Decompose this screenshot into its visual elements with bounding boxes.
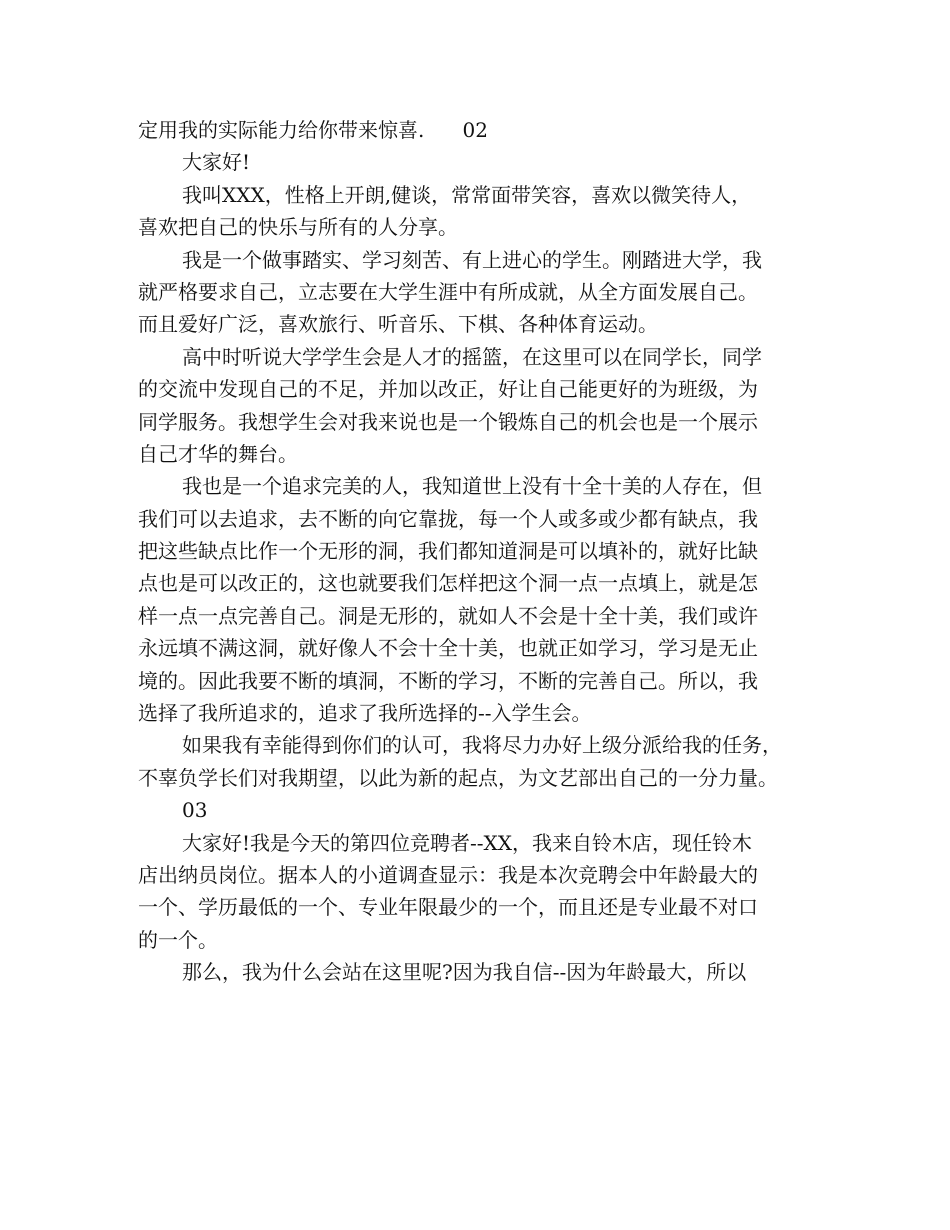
text-line-17: 永远填不满这洞，就好像人不会十全十美，也就正如学习，学习是无止 [138,636,758,661]
text-line-1: 定用我的实际能力给你带来惊喜. 02 [138,118,488,142]
text-line-14: 把这些缺点比作一个无形的洞，我们都知道洞是可以填补的，就好比缺 [138,539,758,564]
text-line-2: 大家好! [182,150,251,175]
text-line-21: 不辜负学长们对我期望，以此为新的起点，为文艺部出自己的一分力量。 [138,765,778,790]
text-line-3: 我叫XXX，性格上开朗,健谈，常常面带笑容，喜欢以微笑待人， [182,182,752,207]
text-line-23: 大家好!我是今天的第四位竞聘者--XX，我来自铃木店，现任铃木 [182,830,753,855]
text-line-20: 如果我有幸能得到你们的认可，我将尽力办好上级分派给我的任务， [182,733,782,758]
text-line-6: 就严格要求自己，立志要在大学生涯中有所成就，从全方面发展自己。 [138,279,758,304]
text-line-11: 自己才华的舞台。 [138,441,298,466]
text-line-5: 我是一个做事踏实、学习刻苦、有上进心的学生。刚踏进大学，我 [182,247,762,272]
text-line-9: 的交流中发现自己的不足，并加以改正，好让自己能更好的为班级，为 [138,377,758,402]
text-line-27: 那么，我为什么会站在这里呢?因为我自信--因为年龄最大，所以 [182,960,747,985]
text-line-10: 同学服务。我想学生会对我来说也是一个锻炼自己的机会也是一个展示 [138,409,758,434]
document-body [138,114,818,989]
text-line-25: 一个、学历最低的一个、专业年限最少的一个，而且还是专业最不对口 [138,895,758,920]
text-line-15: 点也是可以改正的，这也就要我们怎样把这个洞一点一点填上，就是怎 [138,571,758,596]
text-line-12: 我也是一个追求完美的人，我知道世上没有十全十美的人存在，但 [182,474,762,499]
text-line-4: 喜欢把自己的快乐与所有的人分享。 [138,215,458,240]
text-line-24: 店出纳员岗位。据本人的小道调查显示：我是本次竞聘会中年龄最大的 [138,862,758,887]
text-line-8: 高中时听说大学学生会是人才的摇篮，在这里可以在同学长，同学 [182,344,762,369]
text-line-7: 而且爱好广泛，喜欢旅行、听音乐、下棋、各种体育运动。 [138,312,658,337]
text-line-13: 我们可以去追求，去不断的向它靠拢，每一个人或多或少都有缺点，我 [138,506,758,531]
text-line-18: 境的。因此我要不断的填洞，不断的学习，不断的完善自己。所以，我 [138,668,758,693]
section-number: 03 [182,798,208,823]
text-line-16: 样一点一点完善自己。洞是无形的，就如人不会是十全十美，我们或许 [138,603,758,628]
text-line-26: 的一个。 [138,927,218,952]
text-line-19: 选择了我所追求的，追求了我所选择的--入学生会。 [138,701,592,726]
